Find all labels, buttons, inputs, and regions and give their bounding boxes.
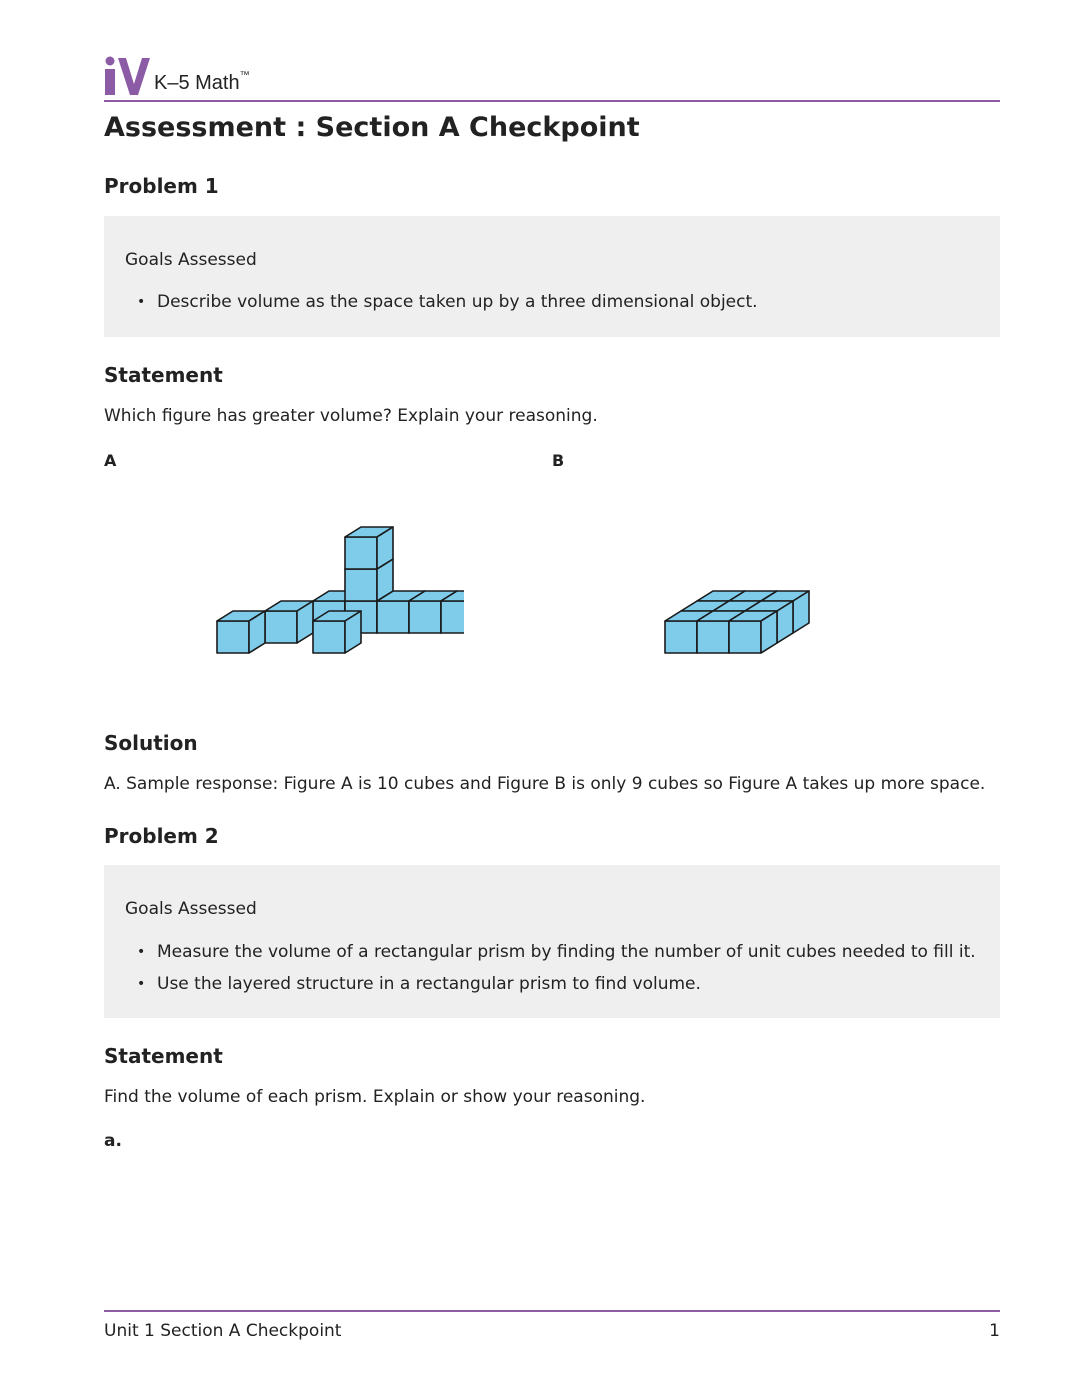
unit-cube [265, 601, 313, 643]
footer-title: Unit 1 Section A Checkpoint [104, 1321, 342, 1341]
goal-item: • Measure the volume of a rectangular prism by finding the number of unit cubes needed to fill it. [157, 942, 976, 962]
goals-label: Goals Assessed [125, 899, 257, 919]
figure-b-cube-prism [650, 570, 850, 670]
figure-b-label: B [552, 451, 565, 470]
unit-cube [313, 611, 361, 653]
solution-heading: Solution [104, 731, 198, 755]
part-a-label: a. [104, 1131, 122, 1151]
im-logo [104, 54, 250, 96]
im-logo-mark-icon [104, 56, 150, 96]
document-page [104, 0, 1000, 1392]
problem-1-heading: Problem 1 [104, 174, 219, 198]
solution-text: A. Sample response: Figure A is 10 cubes and Figure B is only 9 cubes so Figure A takes up more space. [104, 774, 986, 794]
problem-1-statement: Which figure has greater volume? Explain your reasoning. [104, 406, 598, 426]
footer-rule [104, 1310, 1000, 1312]
unit-cube [345, 527, 393, 569]
goal-item: • Use the layered structure in a rectangular prism to find volume. [157, 974, 701, 994]
problem-2-heading: Problem 2 [104, 824, 219, 848]
logo-text: K–5 Math™ [154, 70, 250, 94]
goals-label: Goals Assessed [125, 250, 257, 270]
problem-2-statement: Find the volume of each prism. Explain or show your reasoning. [104, 1087, 646, 1107]
unit-cube [217, 611, 265, 653]
problem-2-goals-box [104, 865, 1000, 1018]
page-title: Assessment : Section A Checkpoint [104, 112, 640, 143]
figure-a-cube-structure [204, 505, 464, 670]
problem-1-goals-box [104, 216, 1000, 337]
page-number: 1 [989, 1321, 1000, 1341]
unit-cube [729, 611, 777, 653]
header-rule [104, 100, 1000, 102]
figure-a-label: A [104, 451, 117, 470]
problem-1-statement-heading: Statement [104, 363, 223, 387]
goal-item: • Describe volume as the space taken up by a three dimensional object. [157, 292, 758, 312]
problem-2-statement-heading: Statement [104, 1044, 223, 1068]
